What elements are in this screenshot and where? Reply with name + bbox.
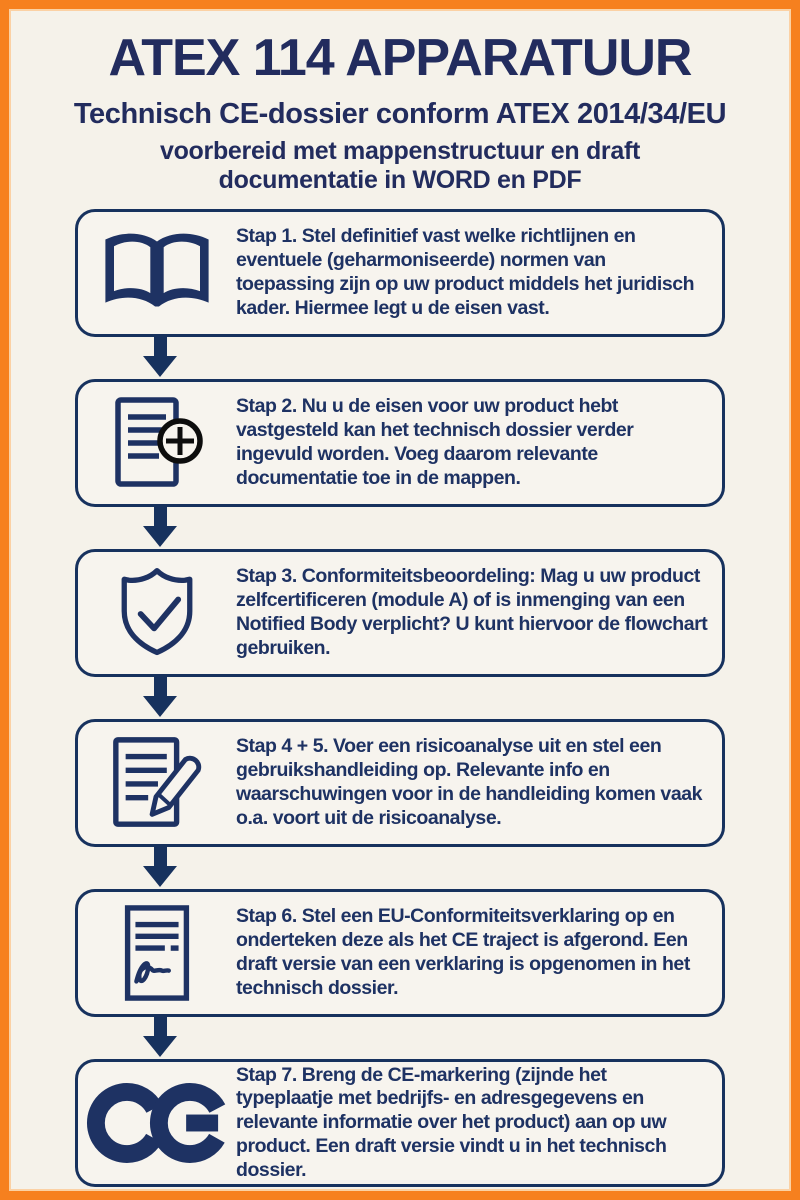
step-box-2	[75, 379, 725, 507]
step-box-4	[75, 719, 725, 847]
arrow-down-icon	[75, 677, 725, 719]
step-box-3	[75, 549, 725, 677]
step-box-6	[75, 1059, 725, 1187]
document-pencil-icon	[78, 734, 236, 832]
step-text-2: Stap 2. Nu u de eisen voor uw product hebt vastgesteld kan het technisch dossier verder ingevuld worden. Voeg daarom relevante documentatie toe in de mappen.	[236, 395, 634, 489]
tagline-line-1: voorbereid met mappenstructuur en draft	[159, 137, 641, 166]
arrow-down-icon	[75, 507, 725, 549]
document-signature-icon	[78, 904, 236, 1002]
step-text-6: Stap 7. Breng de CE-markering (zijnde het typeplaatje met bedrijfs- en adresgegevens en relevante informatie over het product) aan op uw product. Een draft versie vindt u in het technisch dossier.	[236, 1063, 667, 1181]
document-add-icon	[78, 394, 236, 492]
page-subtitle: Technisch CE-dossier conform ATEX 2014/34/EU	[73, 97, 727, 130]
arrow-down-icon	[75, 847, 725, 889]
header	[9, 31, 791, 195]
arrow-down-icon	[75, 1017, 725, 1059]
page-tagline	[9, 137, 791, 195]
shield-check-icon	[78, 564, 236, 662]
arrow-down-icon	[75, 337, 725, 379]
step-text-4: Stap 4 + 5. Voer een risicoanalyse uit en stel een gebruikshandleiding op. Relevante info en waarschuwingen voor in de handleiding komen vaak o.a. voort uit de risicoanalyse.	[236, 735, 703, 829]
page-title: ATEX 114 APPARATUUR	[108, 29, 692, 87]
ce-marking-icon	[78, 1076, 236, 1170]
step-box-5	[75, 889, 725, 1017]
open-book-icon	[78, 230, 236, 316]
steps-flow	[75, 209, 725, 1187]
step-text-5: Stap 6. Stel een EU-Conformiteitsverklaring op en onderteken deze als het CE traject is afgerond. Een draft versie van een verklaring is opgenomen in het technisch dossier.	[236, 905, 690, 999]
step-text-3: Stap 3. Conformiteitsbeoordeling: Mag u uw product zelfcertificeren (module A) of is inmenging van een Notified Body verplicht? U kunt hiervoor de flowchart gebruiken.	[236, 565, 708, 659]
tagline-line-2: documentatie in WORD en PDF	[218, 166, 582, 195]
step-box-1	[75, 209, 725, 337]
step-text-1: Stap 1. Stel definitief vast welke richtlijnen en eventuele (geharmoniseerde) normen van toepassing zijn op uw product middels het juridisch kader. Hiermee legt u de eisen vast.	[236, 225, 695, 319]
